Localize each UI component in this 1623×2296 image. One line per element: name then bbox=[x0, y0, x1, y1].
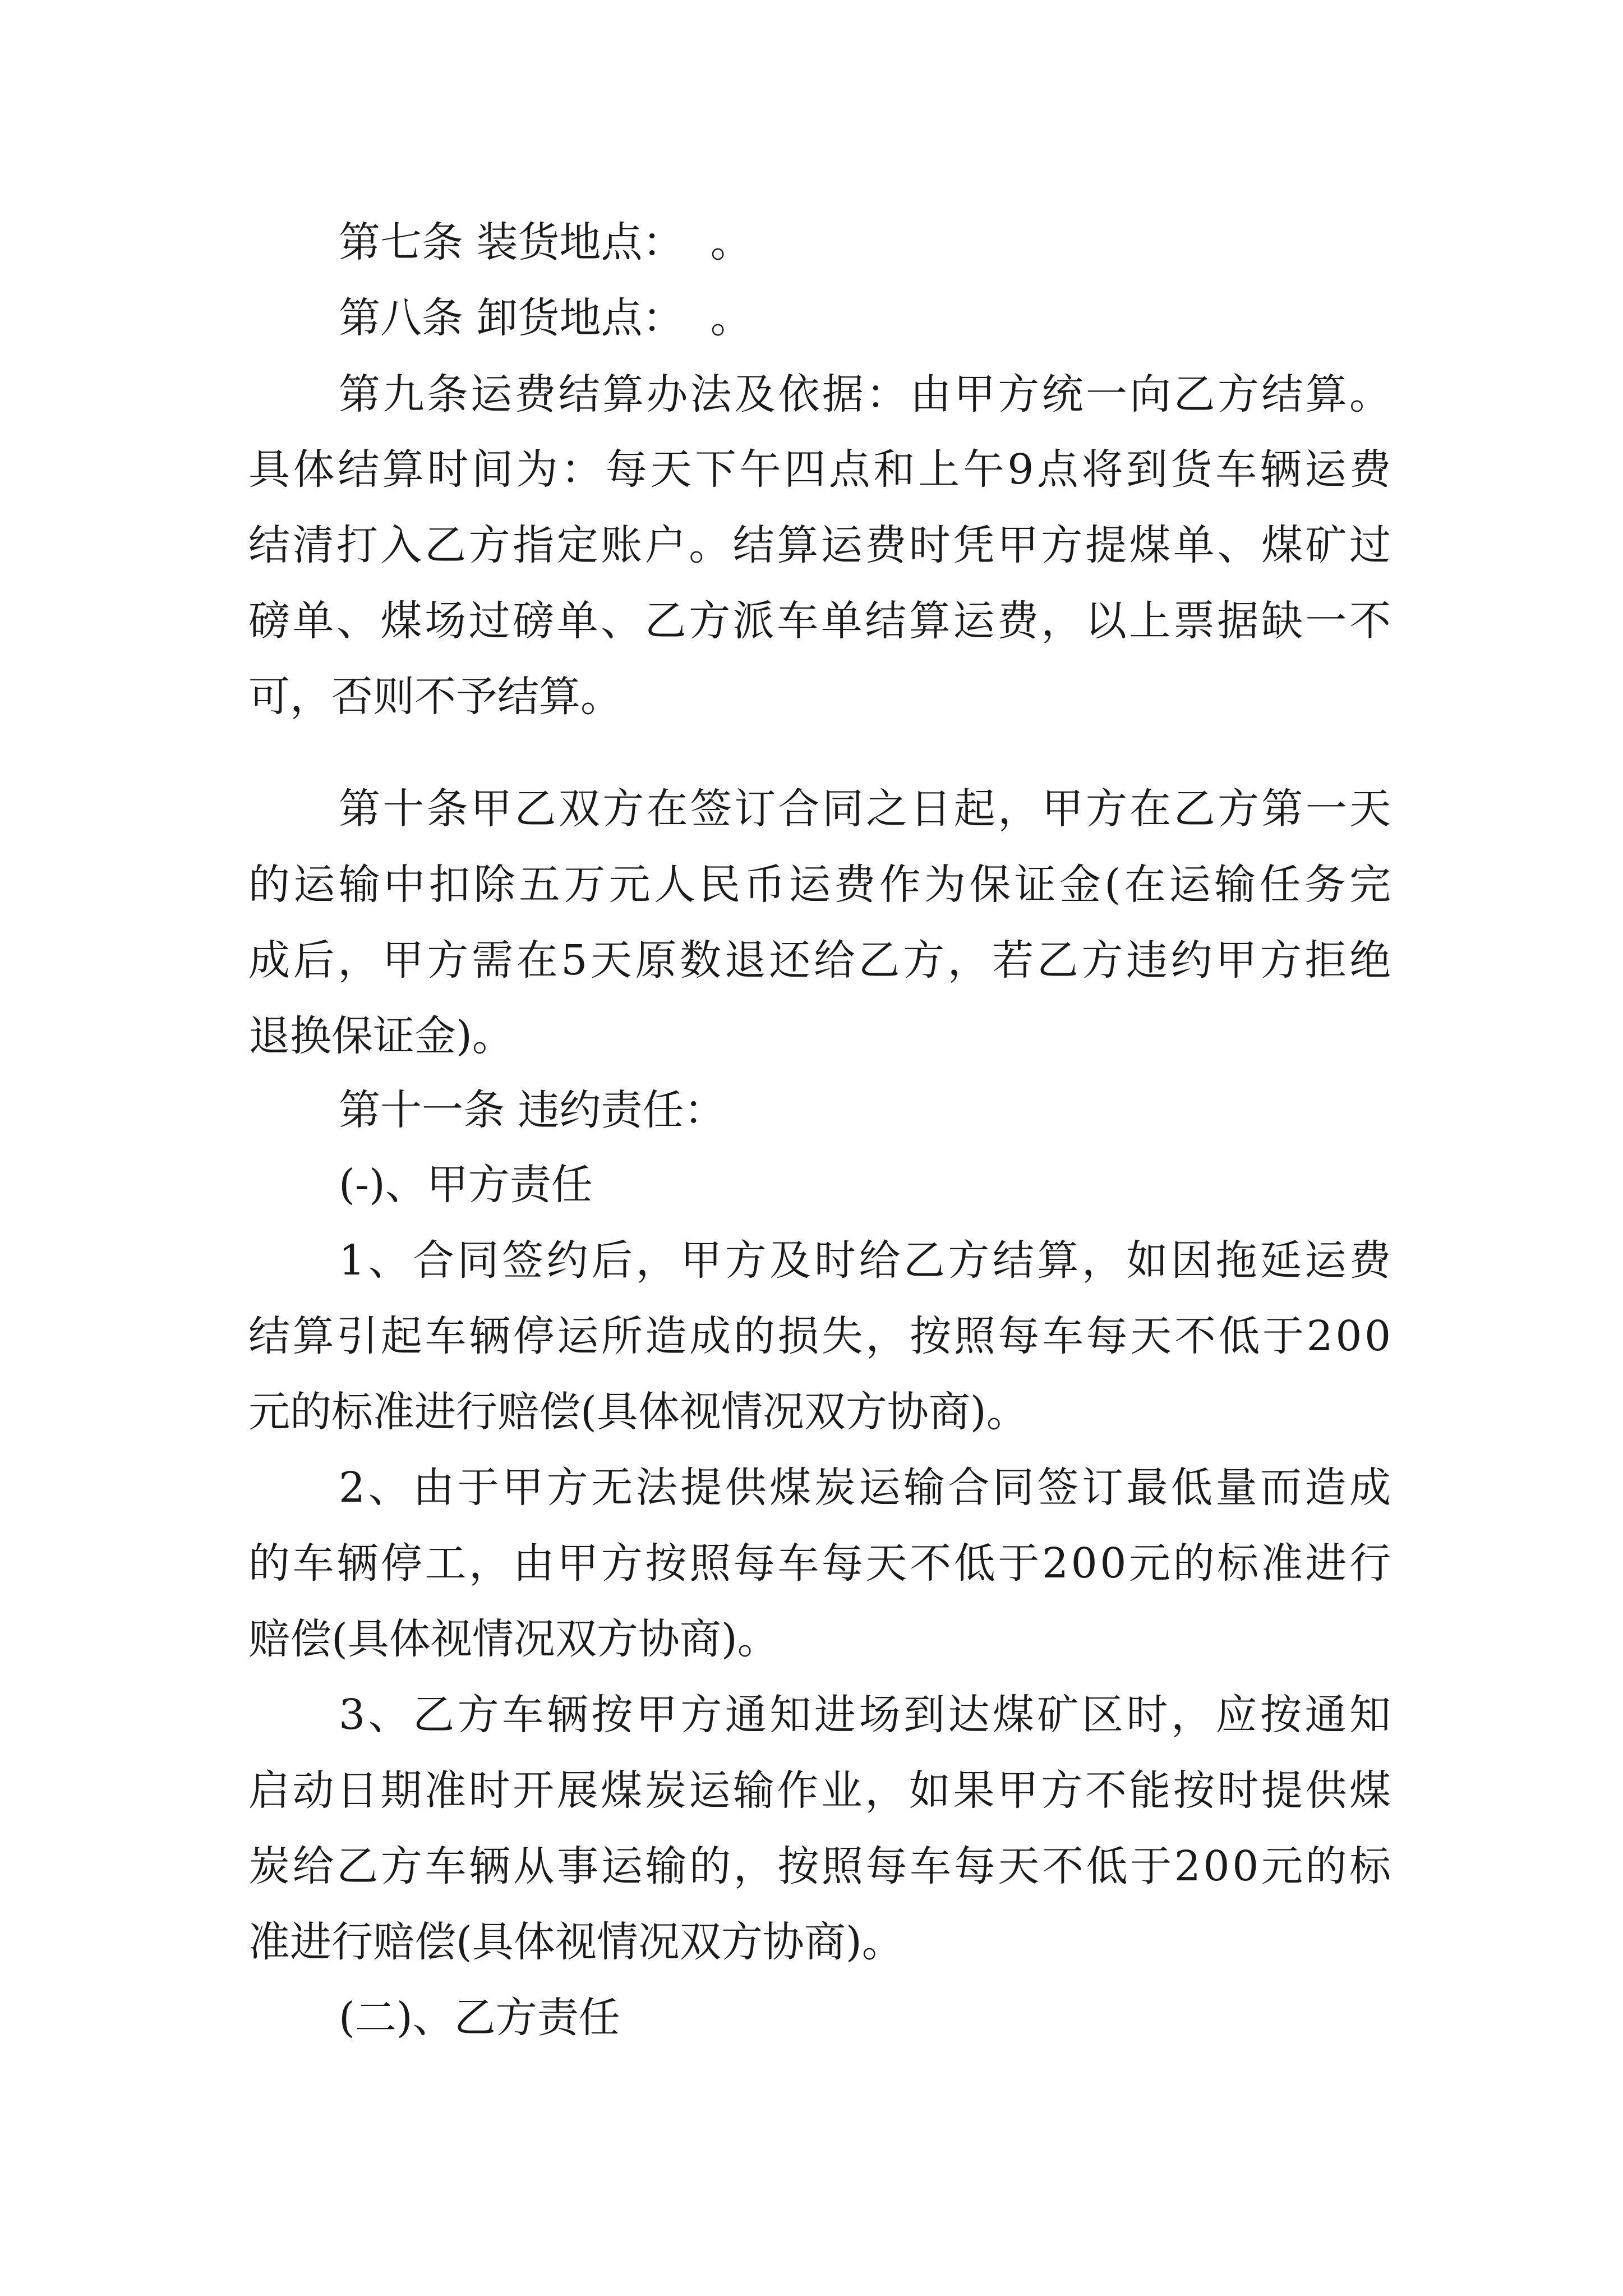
party-a-liability-heading: (-)、甲方责任 bbox=[339, 1161, 593, 1209]
clause-10-line-1: 第十条甲乙双方在签订合同之日起，甲方在乙方第一天 bbox=[339, 785, 1394, 833]
clause-7-loading-place: 第七条 装货地点： 。 bbox=[339, 218, 752, 266]
party-b-liability-heading: (二)、乙方责任 bbox=[339, 1994, 620, 2042]
party-a-item-2-line-3: 赔偿(具体视情况双方协商)。 bbox=[248, 1615, 779, 1663]
clause-10-line-4: 退换保证金)。 bbox=[248, 1012, 514, 1060]
party-a-item-1-line-1: 1、合同签约后，甲方及时给乙方结算，如因拖延运费 bbox=[339, 1236, 1394, 1285]
clause-10-line-2: 的运输中扣除五万元人民币运费作为保证金(在运输任务完 bbox=[248, 861, 1395, 909]
clause-9-line-2: 具体结算时间为：每天下午四点和上午9点将到货车辆运费 bbox=[248, 445, 1394, 494]
clause-11-heading: 第十一条 违约责任： bbox=[339, 1086, 726, 1134]
party-a-item-1-line-3: 元的标准进行赔偿(具体视情况双方协商)。 bbox=[248, 1388, 1028, 1436]
party-a-item-3-line-3: 炭给乙方车辆从事运输的，按照每车每天不低于200元的标 bbox=[248, 1842, 1394, 1890]
clause-9-line-4: 磅单、煤场过磅单、乙方派车单结算运费，以上票据缺一不 bbox=[248, 597, 1394, 645]
party-a-item-2-line-2: 的车辆停工，由甲方按照每车每天不低于200元的标准进行 bbox=[248, 1539, 1394, 1588]
clause-9-line-1: 第九条运费结算办法及依据：由甲方统一向乙方结算。 bbox=[339, 370, 1394, 418]
clause-8-unloading-place: 第八条 卸货地点： 。 bbox=[339, 294, 752, 342]
clause-9-line-3: 结清打入乙方指定账户。结算运费时凭甲方提煤单、煤矿过 bbox=[248, 521, 1394, 569]
party-a-item-3-line-2: 启动日期准时开展煤炭运输作业，如果甲方不能按时提供煤 bbox=[248, 1766, 1394, 1815]
clause-10-line-3: 成后，甲方需在5天原数退还给乙方，若乙方违约甲方拒绝 bbox=[248, 936, 1394, 984]
party-a-item-2-line-1: 2、由于甲方无法提供煤炭运输合同签订最低量而造成 bbox=[339, 1464, 1394, 1512]
party-a-item-1-line-2: 结算引起车辆停运所造成的损失，按照每车每天不低于200 bbox=[248, 1312, 1394, 1360]
clause-9-line-5: 可，否则不予结算。 bbox=[248, 673, 622, 721]
party-a-item-3-line-1: 3、乙方车辆按甲方通知进场到达煤矿区时，应按通知 bbox=[339, 1691, 1394, 1739]
party-a-item-3-line-4: 准进行赔偿(具体视情况双方协商)。 bbox=[248, 1918, 903, 1966]
